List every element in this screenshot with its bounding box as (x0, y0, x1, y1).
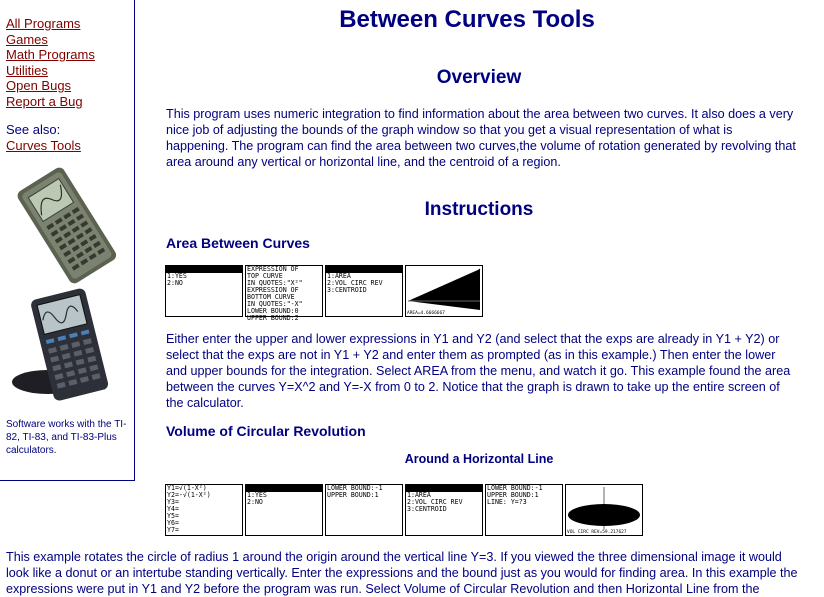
link-curves-tools[interactable]: Curves Tools (6, 138, 81, 153)
screen-line: BOTTOM CURVE (247, 293, 295, 301)
compatibility-note: Software works with the TI-82, TI-83, and TI-83-Plus calculators. (6, 419, 127, 456)
calc-screen-exps-prompt-2 (245, 484, 323, 536)
volume-circular-revolution-heading: Volume of Circular Revolution (166, 423, 366, 439)
calc-screen-expressions-input (245, 265, 323, 322)
screen-line: 1:YES (167, 272, 187, 280)
screen-line: EXPRESSION OF (247, 286, 299, 294)
screen-line: Y2=-√(1-X²) (167, 491, 211, 499)
screen-line: LOWER BOUND:-1 (487, 484, 543, 492)
screen-line: Y6= (167, 519, 179, 527)
calc-screen-line-input (485, 484, 563, 536)
area-graph-plot (406, 266, 482, 316)
volume-graph-plot (566, 485, 642, 535)
screen-line: IN QUOTES:"X²" (247, 279, 303, 287)
around-horizontal-line-heading: Around a Horizontal Line (404, 452, 554, 466)
screen-line: DO YOU WANT... (406, 485, 482, 492)
screen-line: LOWER BOUND:-1 (327, 484, 383, 492)
ti-calculator-image-1 (8, 174, 124, 278)
screen-line: TOP CURVE (247, 272, 283, 280)
screen-line: EXPRESSION OF (247, 265, 299, 273)
screen-line: 3:CENTROID (327, 286, 367, 294)
calc-screen-exps-prompt (165, 265, 243, 317)
link-utilities[interactable]: Utilities (6, 63, 48, 78)
link-open-bugs[interactable]: Open Bugs (6, 78, 72, 93)
screen-line: UPPER BOUND:1 (487, 491, 539, 499)
screen-line: UPPER BOUND:2 (247, 314, 299, 322)
link-all-programs[interactable]: All Programs (6, 16, 81, 31)
volume-result-caption: VOL CIRC REV=59.217627 (567, 530, 627, 535)
screen-line: DO YOU WANT... (326, 266, 402, 273)
screen-line: EXPS IN Y1+Y2? (166, 266, 242, 273)
screen-line: 2:NO (247, 498, 263, 506)
area-between-curves-heading: Area Between Curves (166, 235, 310, 251)
screen-line: 1:AREA (327, 272, 351, 280)
link-report-a-bug[interactable]: Report a Bug (6, 94, 83, 109)
area-instructions-paragraph: Either enter the upper and lower expressions in Y1 and Y2 (and select that the exps are already in Y1 + Y2) or select that the exps are not in Y1 + Y2 and enter them as prompted (as in this example.) Then enter the lower and upper bounds for the integration. Select AREA from the menu, and watch it go. This example found the area between the curves Y=X^2 and Y=-X from 0 to 2. Notice that the graph is drawn to take up the entire screen of the calculator. (166, 332, 791, 410)
screen-line: UPPER BOUND:1 (327, 491, 379, 499)
screen-line: 2:NO (167, 279, 183, 287)
screen-line: 2:VOL CIRC REV (407, 498, 463, 506)
calc-screen-y-editor (165, 484, 243, 536)
screen-line: Y4= (167, 505, 179, 513)
sidebar (0, 0, 135, 481)
see-also-label: See also: (6, 122, 61, 137)
calc-screen-bounds (325, 484, 403, 536)
overview-heading: Overview (436, 67, 522, 88)
page-title: Between Curves Tools (339, 6, 595, 33)
calc-screen-area-graph (405, 265, 483, 317)
screen-line: 1:YES (247, 491, 267, 499)
instructions-heading: Instructions (424, 199, 534, 220)
screen-line: Y1=√(1-X²) (167, 484, 207, 492)
screen-line: LOWER BOUND:0 (247, 307, 299, 315)
screen-line: Y3= (167, 498, 179, 506)
screen-line: 3:CENTROID (407, 505, 447, 513)
screen-line: IN QUOTES:"-X" (247, 300, 303, 308)
screen-line: EXPS IN Y1+Y2? (246, 485, 322, 492)
calc-screen-menu-2 (405, 484, 483, 536)
area-result-caption: AREA=4.6666667 (407, 311, 445, 316)
screen-line: 2:VOL CIRC REV (327, 279, 383, 287)
volume-instructions-paragraph: This example rotates the circle of radius 1 around the origin around the vertical line Y=3. If you viewed the three dimensional image it would look like a donut or an intertube standing vertically. Enter the expressions and the bound just as you would for finding area. In this example the expressions were put in Y1 and Y2 before the program was run. Select Volume of Circular Revolution and then Horizontal Line from the (6, 550, 798, 596)
screen-line: 1:AREA (407, 491, 431, 499)
calc-screen-volume-graph (565, 484, 643, 536)
screen-line: Y5= (167, 512, 179, 520)
screen-line: LINE: Y=?3 (487, 498, 527, 506)
link-math-programs[interactable]: Math Programs (6, 47, 95, 62)
link-games[interactable]: Games (6, 32, 48, 47)
screen-line: Y7= (167, 526, 179, 534)
ti-calculator-image-2 (8, 290, 124, 402)
calc-screen-menu (325, 265, 403, 317)
overview-paragraph: This program uses numeric integration to find information about the area between two curves. It also does a very nice job of adjusting the bounds of the graph window so that you get a visual representation of what is happening. The program can find the area between two curves,the volume of rotation generated by revolving that area around any vertical or horizontal line, and the centroid of a region. (166, 107, 796, 169)
